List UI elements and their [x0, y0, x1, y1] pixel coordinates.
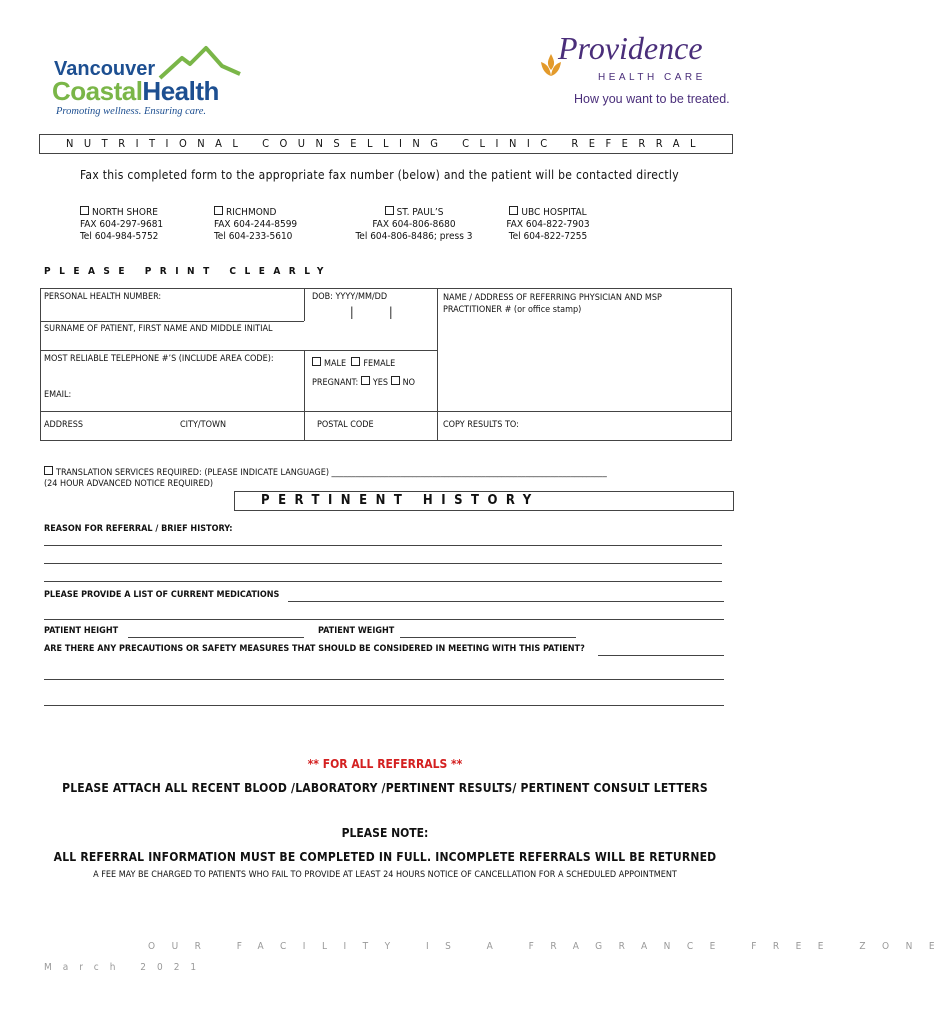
fax-instruction: Fax this completed form to the appropriate fax number (below) and the patient will be contacted directly [80, 168, 679, 182]
providence-tagline: How you want to be treated. [574, 92, 730, 106]
precautions-line[interactable] [44, 679, 724, 680]
no-label: NO [402, 378, 416, 388]
reason-line[interactable] [44, 545, 722, 546]
attach-note: PLEASE ATTACH ALL RECENT BLOOD /LABORATORY /PERTINENT RESULTS/ PERTINENT CONSULT LETTERS [62, 781, 708, 795]
phn-label: PERSONAL HEALTH NUMBER: [44, 292, 162, 302]
pregnant-label: PREGNANT: [312, 378, 359, 388]
city-field[interactable] [178, 414, 302, 438]
form-title-bar [39, 134, 733, 154]
city-label: CITY/TOWN [180, 420, 227, 430]
vch-health: Health [142, 76, 219, 106]
clinic-richmond [214, 206, 297, 243]
surname-field[interactable] [44, 335, 432, 348]
reason-line[interactable] [44, 581, 722, 582]
medications-label: PLEASE PROVIDE A LIST OF CURRENT MEDICATIONS [44, 590, 280, 600]
clinic-fax: FAX 604-806-8680 [372, 219, 456, 230]
dob-separator: | [350, 305, 354, 319]
pregnant-no-checkbox[interactable] [391, 376, 400, 385]
history-title-bar [234, 491, 734, 511]
st-pauls-checkbox[interactable] [385, 206, 394, 215]
providence-sub: HEALTH CARE [598, 72, 706, 83]
dob-separator: | [389, 305, 393, 319]
pregnant-yes-checkbox[interactable] [361, 376, 370, 385]
address-label: ADDRESS [44, 420, 84, 430]
weight-label: PATIENT WEIGHT [318, 626, 395, 636]
print-clearly: PLEASE PRINT CLEARLY [44, 266, 332, 277]
vch-logo [50, 44, 240, 124]
female-label: FEMALE [363, 359, 396, 369]
fragrance-free: OUR FACILITY IS A FRAGRANCE FREE ZONE [148, 941, 951, 952]
email-label: EMAIL: [44, 390, 72, 400]
physician-field[interactable] [442, 318, 726, 408]
female-checkbox[interactable] [351, 357, 360, 366]
pregnant-options [312, 376, 415, 388]
form-date: March 2021 [44, 962, 208, 973]
surname-label: SURNAME OF PATIENT, FIRST NAME AND MIDDLE INITIAL [44, 324, 273, 334]
history-title: PERTINENT HISTORY [261, 493, 540, 508]
medications-line[interactable] [288, 601, 724, 602]
postal-label: POSTAL CODE [317, 420, 374, 430]
clinic-tel: Tel 604-984-5752 [80, 231, 159, 242]
dob-label: DOB: YYYY/MM/DD [312, 292, 388, 302]
fee-note: A FEE MAY BE CHARGED TO PATIENTS WHO FAIL TO PROVIDE AT LEAST 24 HOURS NOTICE OF CANCELLATION FOR A SCHEDULED APPOINTMENT [93, 870, 677, 880]
ubc-checkbox[interactable] [509, 206, 518, 215]
clinic-tel: Tel 604-822-7255 [508, 231, 588, 242]
clinic-ubc [500, 206, 596, 243]
sex-options [312, 357, 395, 369]
precautions-line[interactable] [598, 655, 724, 656]
precautions-label: ARE THERE ANY PRECAUTIONS OR SAFETY MEASURES THAT SHOULD BE CONSIDERED IN MEETING WITH THIS PATIENT? [44, 644, 585, 654]
physician-label: NAME / ADDRESS OF REFERRING PHYSICIAN AND MSP PRACTITIONER # (or office stamp) [443, 293, 662, 315]
clinic-name: ST. PAUL’S [396, 207, 444, 218]
translation-checkbox[interactable] [44, 466, 53, 475]
reason-label: REASON FOR REFERRAL / BRIEF HISTORY: [44, 524, 233, 534]
copy-results-label: COPY RESULTS TO: [443, 420, 519, 430]
height-label: PATIENT HEIGHT [44, 626, 119, 636]
yes-label: YES [372, 378, 389, 388]
clinic-name: RICHMOND [226, 207, 277, 218]
reason-line[interactable] [44, 563, 722, 564]
clinic-north-shore [80, 206, 163, 243]
email-field[interactable] [76, 388, 300, 406]
richmond-checkbox[interactable] [214, 206, 223, 215]
all-referrals-note: ** FOR ALL REFERRALS ** [307, 757, 463, 771]
providence-logo [530, 26, 740, 116]
copy-results-field[interactable] [442, 414, 726, 438]
vch-name-line2 [52, 76, 219, 107]
clinic-fax: FAX 604-822-7903 [506, 219, 590, 230]
height-line[interactable] [128, 637, 304, 638]
patient-info-grid [40, 288, 732, 440]
translation-label: TRANSLATION SERVICES REQUIRED: (PLEASE INDICATE LANGUAGE) ____________________________________________________________________ [56, 468, 607, 478]
clinic-fax: FAX 604-244-8599 [214, 219, 298, 230]
weight-line[interactable] [400, 637, 576, 638]
clinic-name: UBC HOSPITAL [521, 207, 587, 218]
clinic-st-pauls [348, 206, 480, 243]
postal-field[interactable] [308, 414, 434, 438]
medications-line[interactable] [44, 619, 724, 620]
form-title: NUTRITIONAL COUNSELLING CLINIC REFERRAL [66, 137, 706, 150]
telephone-field[interactable] [44, 366, 300, 380]
phn-field[interactable] [44, 304, 300, 319]
clinic-fax: FAX 604-297-9681 [80, 219, 164, 230]
complete-note: ALL REFERRAL INFORMATION MUST BE COMPLETED IN FULL. INCOMPLETE REFERRALS WILL BE RETURNED [53, 850, 717, 864]
telephone-label: MOST RELIABLE TELEPHONE #’S (INCLUDE AREA CODE): [44, 354, 274, 364]
dob-field[interactable] [308, 304, 433, 319]
address-field[interactable] [44, 414, 174, 438]
translation-row [44, 466, 607, 478]
north-shore-checkbox[interactable] [80, 206, 89, 215]
male-label: MALE [324, 359, 347, 369]
vch-name-line1: Vancouver [54, 58, 156, 80]
clinic-tel: Tel 604-806-8486; press 3 [355, 231, 473, 242]
male-checkbox[interactable] [312, 357, 321, 366]
vch-coastal: Coastal [52, 76, 143, 106]
providence-name: Providence [558, 30, 703, 66]
precautions-line[interactable] [44, 705, 724, 706]
clinic-name: NORTH SHORE [92, 207, 158, 218]
translation-note: (24 HOUR ADVANCED NOTICE REQUIRED) [44, 479, 214, 489]
please-note: PLEASE NOTE: [341, 826, 429, 840]
clinic-tel: Tel 604-233-5610 [214, 231, 293, 242]
vch-tagline: Promoting wellness. Ensuring care. [56, 106, 207, 117]
